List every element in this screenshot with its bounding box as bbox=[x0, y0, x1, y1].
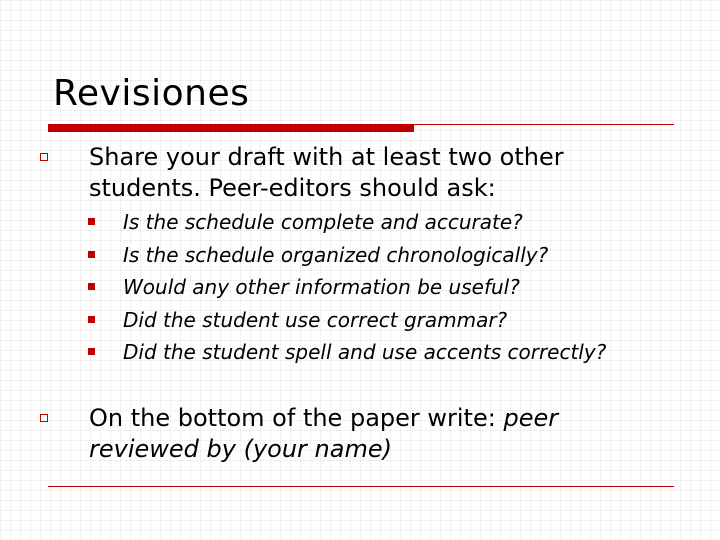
footer-rule bbox=[48, 486, 674, 487]
title-underline-accent bbox=[48, 124, 414, 132]
filled-square-bullet-icon bbox=[88, 218, 95, 225]
sub-bullet-grammar: Did the student use correct grammar? bbox=[123, 308, 508, 332]
slide-title: Revisiones bbox=[53, 73, 250, 114]
hollow-square-bullet-icon bbox=[40, 153, 48, 161]
hollow-square-bullet-icon bbox=[40, 414, 48, 422]
bullet-share-draft-line-1: Share your draft with at least two other bbox=[89, 143, 564, 171]
sub-bullet-chronological: Is the schedule organized chronologically? bbox=[123, 243, 549, 267]
filled-square-bullet-icon bbox=[88, 348, 95, 355]
bullet-bottom-of-paper-prefix: On the bottom of the paper write: bbox=[89, 404, 504, 432]
bullet-bottom-of-paper bbox=[89, 403, 558, 465]
filled-square-bullet-icon bbox=[88, 251, 95, 258]
bullet-bottom-of-paper-line-1 bbox=[89, 403, 558, 434]
bullet-bottom-of-paper-italic-2: reviewed by (your name) bbox=[89, 435, 392, 463]
bullet-bottom-of-paper-line-2 bbox=[89, 434, 558, 465]
sub-bullet-complete: Is the schedule complete and accurate? bbox=[123, 210, 523, 234]
bullet-share-draft-line-2: students. Peer-editors should ask: bbox=[89, 174, 496, 202]
filled-square-bullet-icon bbox=[88, 283, 95, 290]
sub-bullet-information: Would any other information be useful? bbox=[123, 275, 520, 299]
bullet-bottom-of-paper-italic-1: peer bbox=[503, 404, 559, 432]
sub-bullet-accents: Did the student spell and use accents correctly? bbox=[123, 340, 607, 364]
bullet-share-draft bbox=[89, 142, 564, 204]
filled-square-bullet-icon bbox=[88, 316, 95, 323]
